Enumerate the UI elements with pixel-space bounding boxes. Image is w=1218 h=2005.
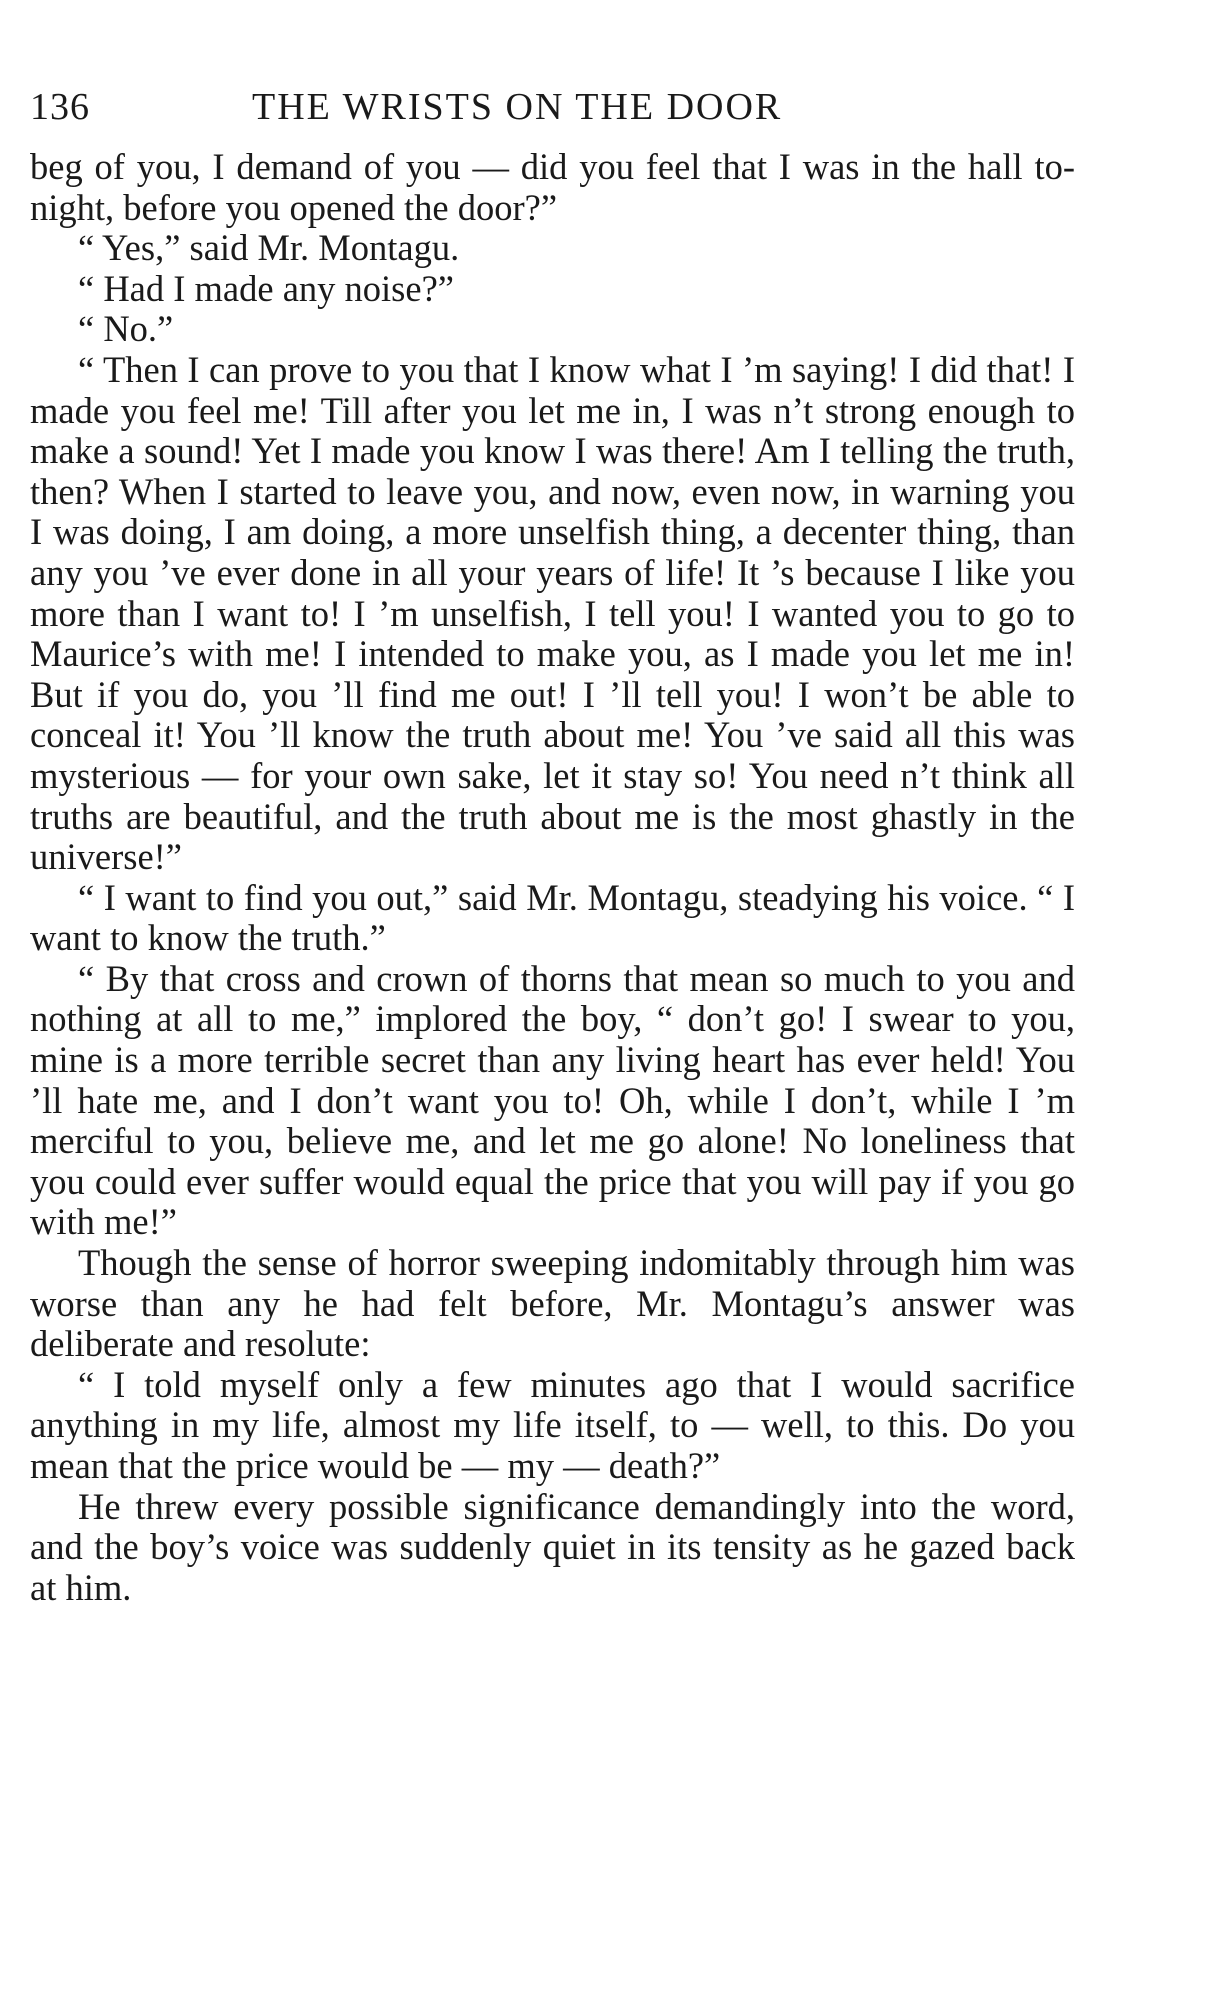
paragraph: “ By that cross and crown of thorns that mean so much to you and nothing at all to me,” implored the boy, “ don’t go! I swear to you, mine is a more terrible secret than any living heart has ever held! You ’ll hate me, and I don’t want you to! Oh, while I don’t, while I ’m merciful to you, believe me, and let me go alone! No loneliness that you could ever suffer would equal the price that you will pay if you go with me!” [30,957,1075,1243]
page-number: 136 [30,86,90,128]
paragraph: He threw every possible significance demandingly into the word, and the boy’s voice was suddenly quiet in its tensity as he gazed back at him. [30,1485,1075,1608]
paragraph: “ I told myself only a few minutes ago that I would sacrifice anything in my life, almost my life itself, to — well, to this. Do you mean that the price would be — my — death?” [30,1363,1075,1486]
paragraph: “ Had I made any noise?” [78,267,454,309]
paragraph: “ I want to find you out,” said Mr. Montagu, steadying his voice. “ I want to know the truth.” [30,876,1075,959]
page-header [30,85,1075,133]
running-title: THE WRISTS ON THE DOOR [252,86,783,128]
paragraph: “ Yes,” said Mr. Montagu. [78,227,460,269]
paragraph: “ Then I can prove to you that I know what I ’m saying! I did that! I made you feel me! Till after you let me in, I was n’t strong enough to make a sound! Yet I made you know I was there! Am I telling the truth, then? When I started to leave you, and now, even now, in warning you I was doing, I am doing, a more unselfish thing, a decenter thing, than any you ’ve ever done in all your years of life! It ’s because I like you more than I want to! I ’m unselfish, I tell you! I wanted you to go to Maurice’s with me! I intended to make you, as I made you let me in! But if you do, you ’ll find me out! I ’ll tell you! I won’t be able to conceal it! You ’ll know the truth about me! You ’ve said all this was mysterious — for your own sake, let it stay so! You need n’t think all truths are beautiful, and the truth about me is the most ghastly in the universe!” [30,348,1075,878]
paragraph: Though the sense of horror sweeping indomitably through him was worse than any he had felt before, Mr. Montagu’s answer was deliberate and resolute: [30,1242,1075,1365]
book-page [30,85,1075,1608]
paragraph: beg of you, I demand of you — did you feel that I was in the hall to-night, before you opened the door?” [30,146,1075,228]
body-text [30,147,1075,1608]
paragraph: “ No.” [78,308,174,350]
